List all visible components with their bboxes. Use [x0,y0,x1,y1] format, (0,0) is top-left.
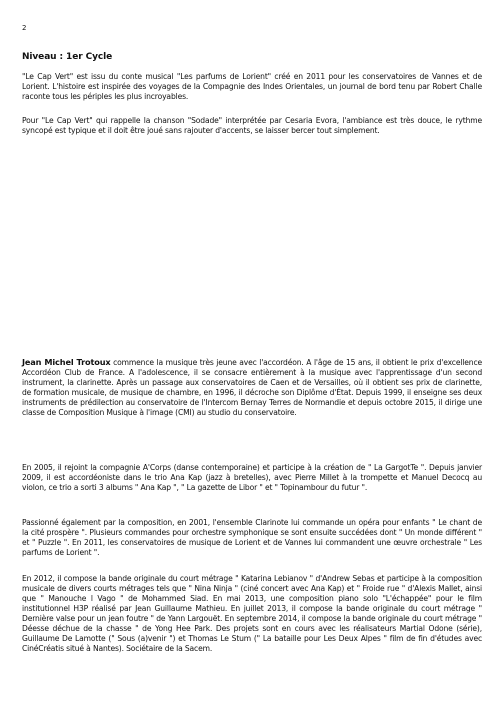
composer-name: Jean Michel Trotoux [22,357,111,367]
page-number: 2 [22,24,27,32]
level-heading: Niveau : 1er Cycle [22,52,113,62]
intro-paragraph: "Le Cap Vert" est issu du conte musical "Les parfums de Lorient" créé en 2011 pour les conservatoires de Vannes et de Lorient. L'histoire est inspirée des voyages de la Compagnie des Indes Orientales, un journal de bord tenu par Robert Challe raconte tous les périples les plus incroyables. [22,72,482,101]
biography-paragraph: En 2005, il rejoint la compagnie A'Corps (danse contemporaine) et participe à la création de " La GargotTe ". Depuis janvier 2009, il est accordéoniste dans le trio Ana Kap (jazz à bretelles), avec Pierre Millet à la trompette et Manuel Decocq au violon, ce trio a sorti 3 albums " Ana Kap ", " La gazette de Libor " et " Topinambour du futur ". [22,463,482,492]
biography-text: commence la musique très jeune avec l'accordéon. A l'âge de 15 ans, il obtient le prix d'excellence Accordéon Club de France. A l'adolescence, il se consacre entièrement à la musique avec l'apprentissage d'un second instrument, la clarinette. Après un passage aux conservatoires de Caen et de Versailles, où il obtient ses prix de clarinette, de formation musicale, de musique de chambre, en 1996, il décroche son Diplôme d'État. Depuis 1999, il enseigne ses deux instruments de prédilection au conservatoire de l'Intercom Bernay Terres de Normandie et depuis octobre 2015, il dirige une classe de Composition Musique à l'image (CMI) au studio du conservatoire. [22,358,483,417]
biography-paragraph: Passionné également par la composition, en 2001, l'ensemble Clarinote lui commande un opéra pour enfants " Le chant de la cité prospère ". Plusieurs commandes pour orchestre symphonique se sont ensuite succédées dont " Un monde différent " et " Puzzle ". En 2011, les conservatoires de musique de Lorient et de Vannes lui commandent une œuvre orchestrale " Les parfums de Lorient ". [22,518,482,557]
biography-paragraph: En 2012, il compose la bande originale du court métrage " Katarina Lebianov " d'Andrew Sebas et participe à la composition musicale de divers courts métrages tels que " Nina Ninja " (ciné concert avec Ana Kap) et " Froide rue " d'Alexis Mallet, ainsi que " Manouche l Vago " de Mohammed Siad. En mai 2013, une composition piano solo "L'échappée" pour le film institutionnel H3P réalisé par Jean Guillaume Mathieu. En juillet 2013, il compose la bande originale du court métrage " Dernière valse pour un jean foutre " de Yann Largouët. En septembre 2014, il compose la bande originale du court métrage " Déesse déchue de la chasse " de Yong Hee Park. Des projets sont en cours avec les réalisateurs Martial Odone (série), Guillaume De Lamotte (" Sous (a)venir ") et Thomas Le Stum (" La bataille pour Les Deux Alpes " film de fin d'études avec CinéCréatis situé à Nantes). Sociétaire de la Sacem. [22,574,482,653]
intro-paragraph: Pour "Le Cap Vert" qui rappelle la chanson "Sodade" interprétée par Cesaria Evora, l'ambiance est très douce, le rythme syncopé est typique et il doit être joué sans rajouter d'accents, se laisser bercer tout simplement. [22,116,482,135]
biography-paragraph [22,357,482,418]
